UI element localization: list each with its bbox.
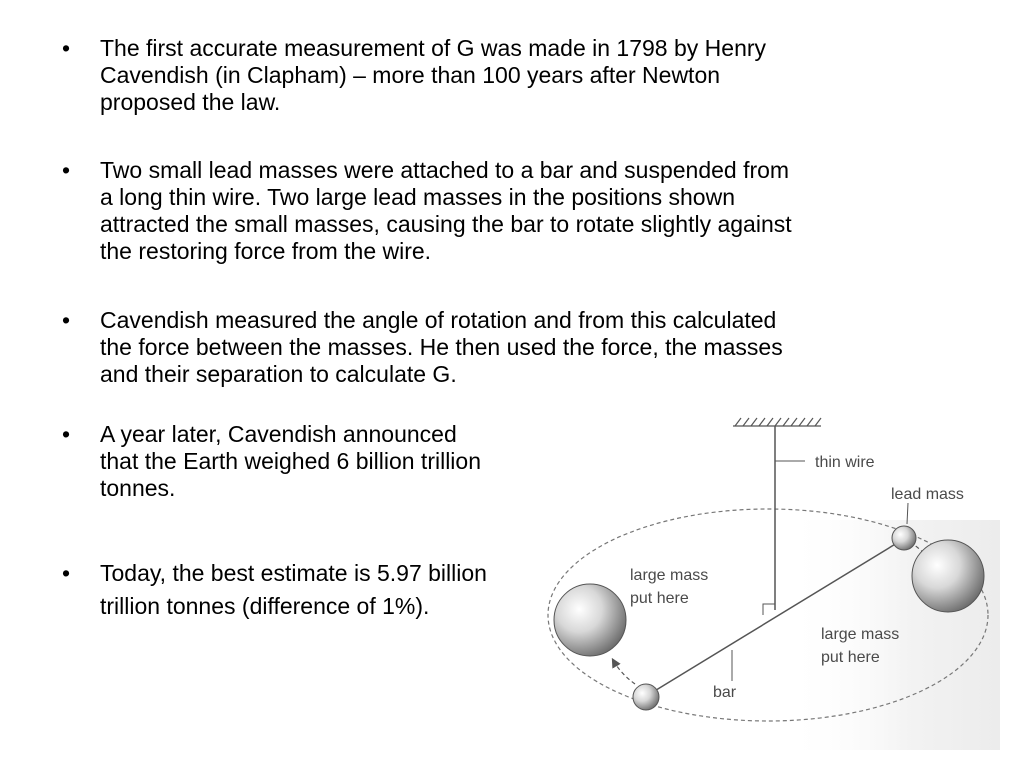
bullet-earth-weight [62,421,602,502]
label-lead-mass: lead mass [891,486,964,503]
bullet-text: Today, the best estimate is 5.97 billion trillion tonnes (difference of 1%). [100,560,487,619]
bullet-marker: • [62,307,71,333]
right-angle-marker [763,604,775,615]
bullet-marker: • [62,157,71,183]
cavendish-torsion-diagram [545,410,1000,750]
label-large-mass-right-line2: put here [821,649,880,666]
diagram-svg [545,410,1000,750]
bullet-measurement-method [62,307,972,388]
label-large-mass-right-line1: large mass [821,626,900,643]
label-thin-wire: thin wire [815,454,875,471]
ceiling-hatch-icon [733,418,821,426]
bullet-text: Two small lead masses were attached to a bar and suspended from a long thin wire. Two large lead masses in the positions shown attracted the small masses, causing the bar to rotate slightly against the restoring force from the wire. [100,157,792,264]
large-mass-left [554,584,626,656]
bullet-best-estimate [62,557,602,623]
small-lead-mass-left [633,684,659,710]
bullet-experiment-setup [62,157,972,265]
bullet-marker: • [62,421,71,447]
bullet-marker: • [62,35,71,61]
bullet-first-measurement [62,35,962,116]
bullet-text: Cavendish measured the angle of rotation and from this calculated the force between the masses. He then used the force, the masses and their separation to calculate G. [100,307,783,387]
label-bar: bar [713,684,737,701]
bullet-marker: • [62,560,71,586]
small-lead-mass-right [892,526,916,550]
arrow-left-icon [613,660,635,684]
bullet-text: The first accurate measurement of G was made in 1798 by Henry Cavendish (in Clapham) – more than 100 years after Newton proposed the law. [100,35,767,115]
bullet-text: A year later, Cavendish announced that the Earth weighed 6 billion trillion tonnes. [100,421,482,501]
label-large-mass-left-line1: large mass [630,567,709,584]
large-mass-right [912,540,984,612]
label-large-mass-left-line2: put here [630,590,689,607]
